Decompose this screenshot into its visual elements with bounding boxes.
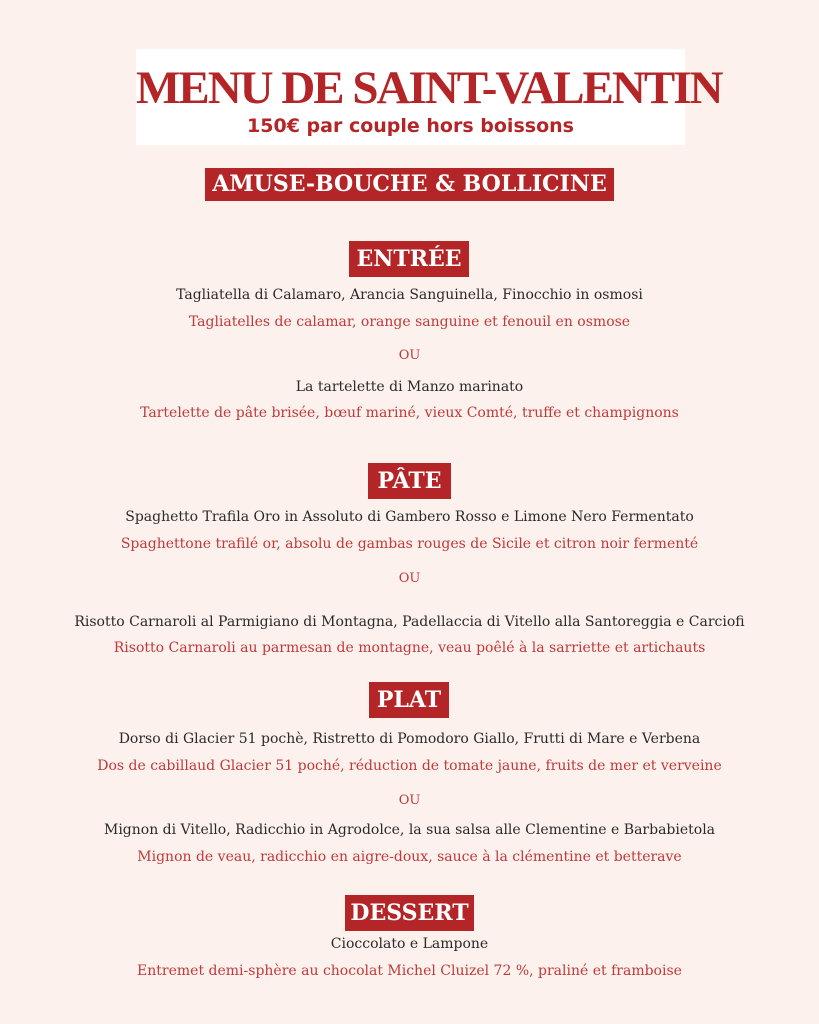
section-entree: ENTRÉE	[349, 241, 469, 277]
plat-2-french: Mignon de veau, radicchio en aigre-doux, sauce à la clémentine et betterave	[137, 849, 682, 865]
or-separator: OU	[398, 793, 421, 808]
plat-1-italian: Dorso di Glacier 51 pochè, Ristretto di Pomodoro Giallo, Frutti di Mare e Verbena	[118, 731, 701, 747]
entree-1-italian: Tagliatella di Calamaro, Arancia Sanguinella, Finocchio in osmosi	[176, 287, 643, 303]
pate-2-italian: Risotto Carnaroli al Parmigiano di Montagna, Padellaccia di Vitello alla Santoreggia e Carciofi	[74, 614, 745, 630]
section-pate: PÂTE	[368, 463, 451, 499]
section-plat: PLAT	[369, 682, 449, 718]
pate-2-french: Risotto Carnaroli au parmesan de montagne, veau poêlé à la sarriette et artichauts	[113, 640, 706, 656]
entree-1-french: Tagliatelles de calamar, orange sanguine et fenouil en osmose	[188, 314, 631, 330]
plat-1-french: Dos de cabillaud Glacier 51 poché, réduction de tomate jaune, fruits de mer et verveine	[97, 758, 722, 774]
title-box	[136, 49, 722, 145]
pate-1-french: Spaghettone trafilé or, absolu de gambas rouges de Sicile et citron noir fermenté	[120, 536, 699, 552]
pate-1-italian: Spaghetto Trafila Oro in Assoluto di Gambero Rosso e Limone Nero Fermentato	[125, 509, 694, 525]
plat-2-italian: Mignon di Vitello, Radicchio in Agrodolce, la sua salsa alle Clementine e Barbabietola	[103, 822, 716, 838]
menu-title: MENU DE SAINT-VALENTIN	[136, 62, 722, 114]
or-separator: OU	[398, 571, 421, 586]
entree-2-italian: La tartelette di Manzo marinato	[295, 379, 524, 395]
dessert-italian: Cioccolato e Lampone	[330, 936, 489, 952]
menu-price: 150€ par couple hors boissons	[247, 115, 574, 137]
entree-2-french: Tartelette de pâte brisée, bœuf mariné, vieux Comté, truffe et champignons	[140, 405, 679, 421]
dessert-french: Entremet demi-sphère au chocolat Michel Cluizel 72 %, praliné et framboise	[137, 963, 682, 979]
section-amuse-bouche: AMUSE-BOUCHE & BOLLICINE	[205, 168, 614, 201]
or-separator: OU	[398, 348, 421, 363]
section-dessert: DESSERT	[345, 895, 474, 931]
